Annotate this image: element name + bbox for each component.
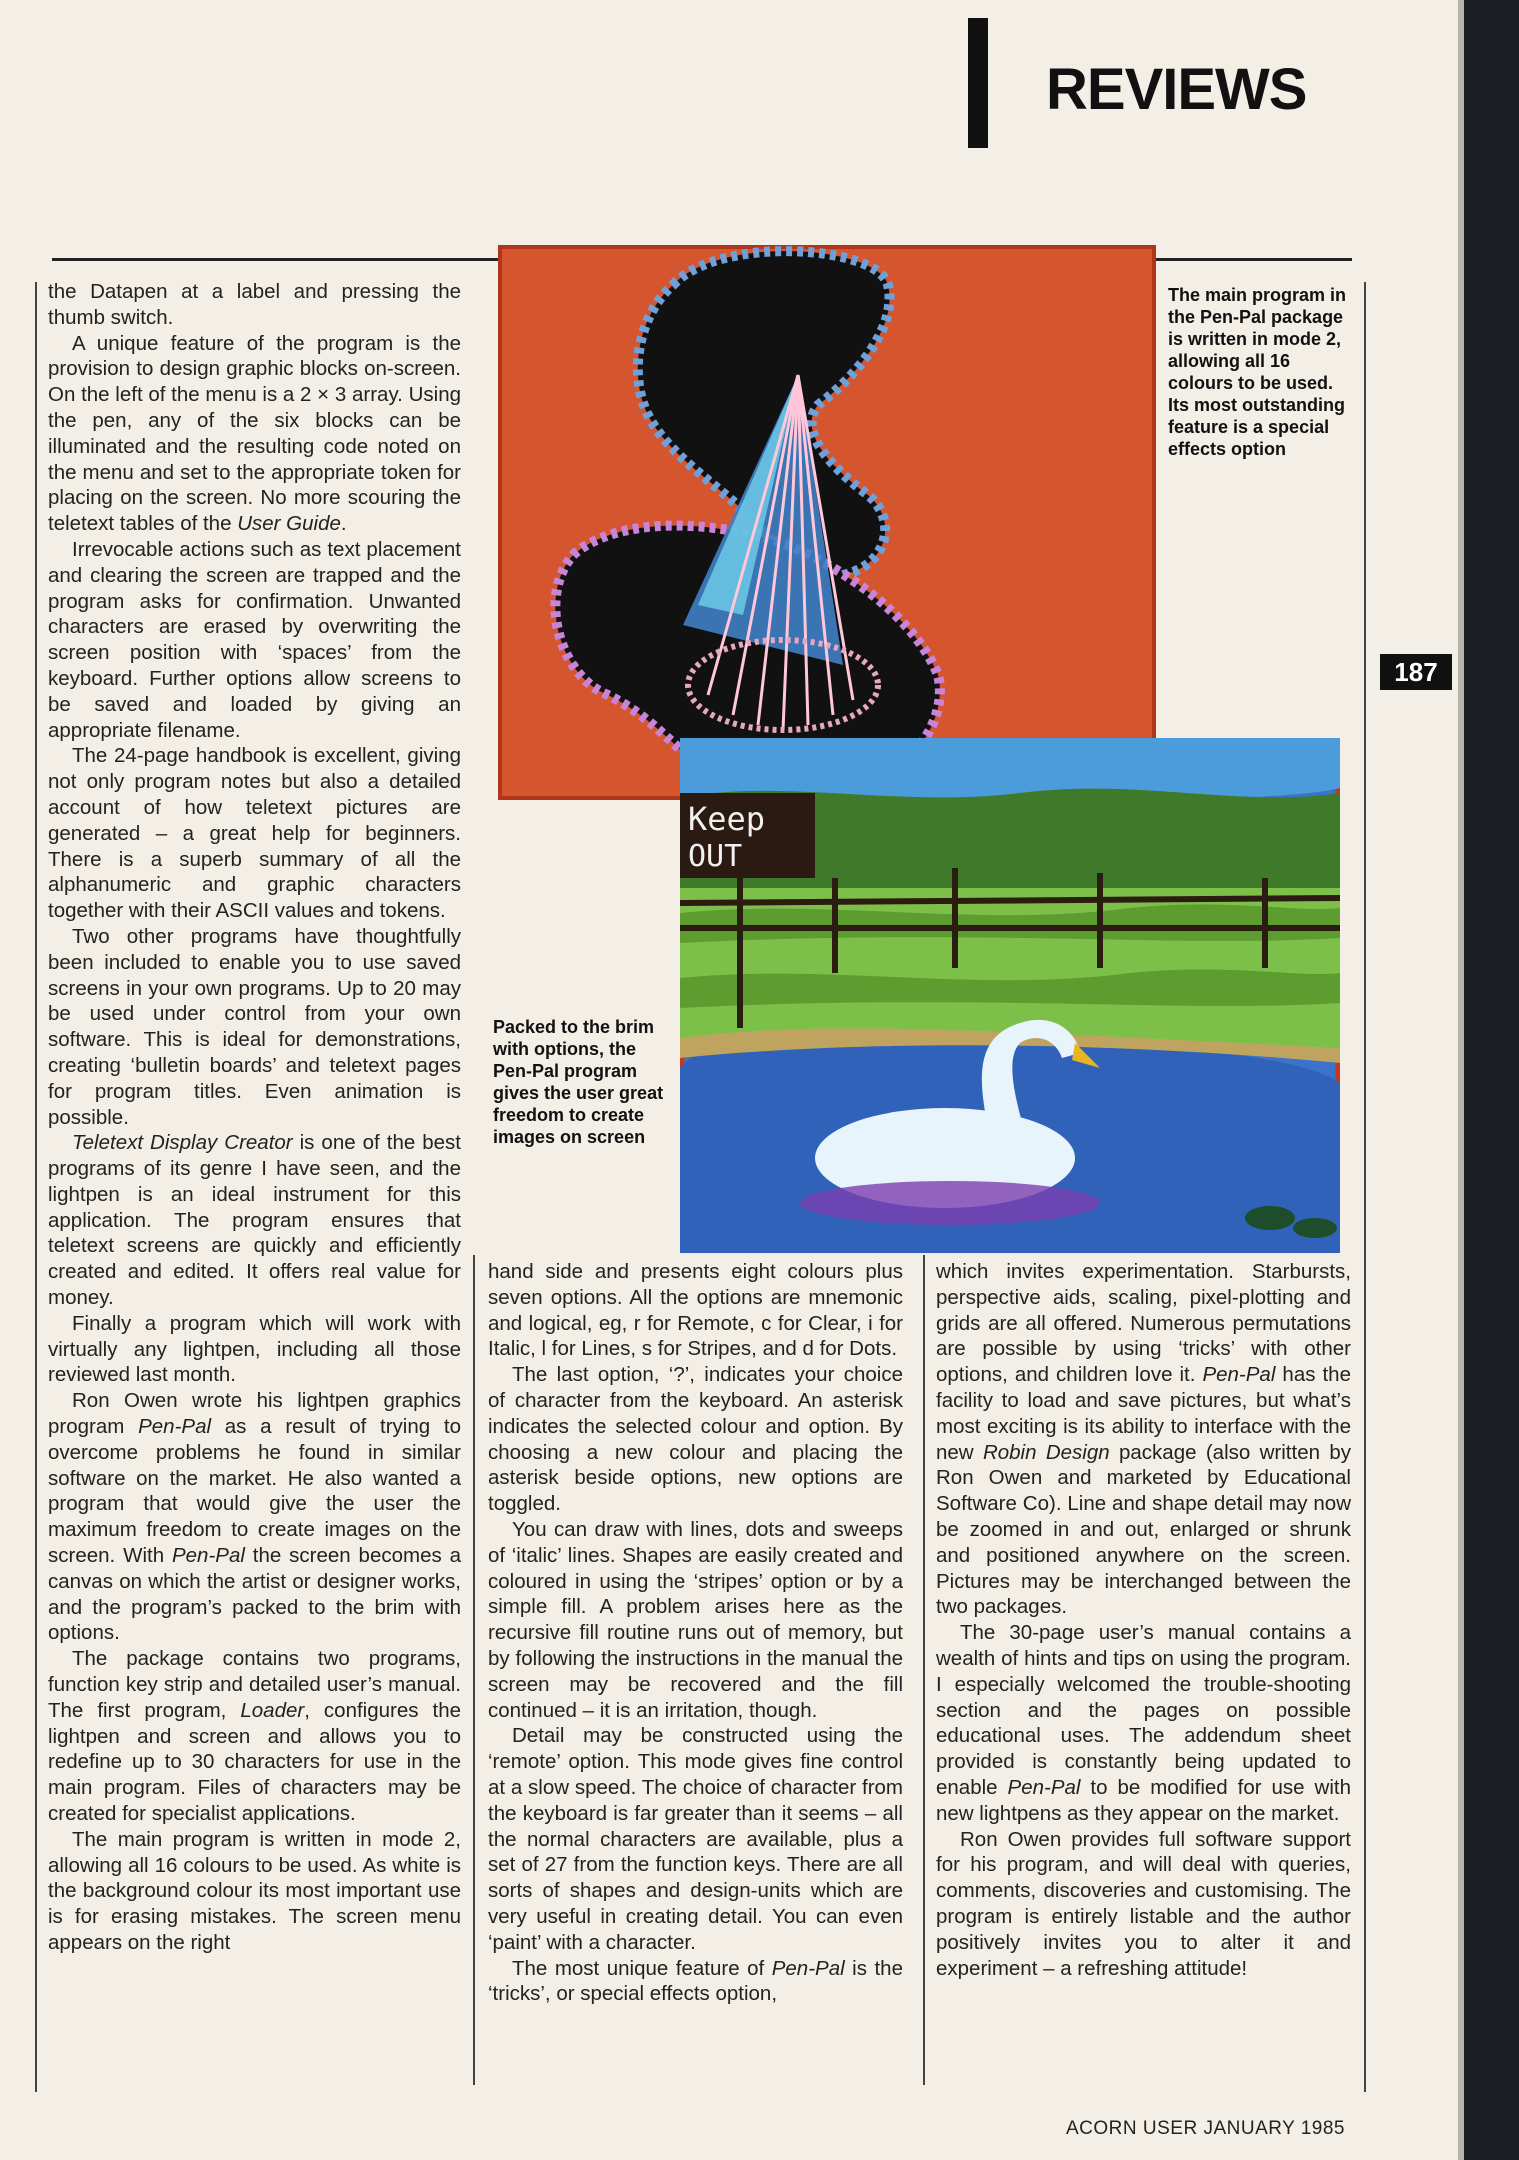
top-illustration — [498, 245, 1156, 800]
footer-issue: ACORN USER JANUARY 1985 — [1066, 2118, 1346, 2139]
paragraph: Ron Owen provides full software support for his program, and will deal with queries, comments, discoveries and customising. The program is entirely listable and the author positively invites you to alter it and experiment – a refreshing attitude! — [936, 1827, 1351, 1980]
paragraph: The last option, ‘?’, indicates your choice of character from the keyboard. An asterisk indicates the selected colour and option. By choosing a new colour and placing the asterisk beside options, new options are toggled. — [488, 1363, 903, 1516]
paragraph: The package contains two programs, function key strip and detailed user’s manual. The first program, Loader, configures the lightpen and screen and allows you to redefine up to 30 characters for use in the main program. Files of characters may be created for specialist applications. — [48, 1647, 461, 1826]
top-rule-right — [1156, 258, 1352, 261]
paragraph: The 24-page handbook is excellent, giving not only program notes but also a detailed account of how teletext pictures are generated – a great help for beginners. There is a superb summary of all the alphanumeric and graphic characters together with their ASCII values and tokens. — [48, 744, 461, 923]
paragraph: Teletext Display Creator is one of the best programs of its genre I have seen, and the lightpen is an ideal instrument for this application. The program ensures that teletext screens are quickly and efficiently created and edited. It offers real value for money. — [48, 1131, 461, 1310]
page-edge — [1458, 0, 1519, 2160]
paragraph: which invites experimentation. Starbursts, perspective aids, scaling, pixel-plotting and grids are all offered. Numerous permutations are possible by using ‘tricks’ with other options, and children love it. Pen-Pal has the facility to load and save pictures, but what’s most exciting is its ability to interface with the new Robin Design package (also written by Ron Owen and marketed by Educational Software Co). Line and shape detail may now be zoomed in and out, enlarged or shrunk and positioned anywhere on the screen. Pictures may be interchanged between the two packages. — [936, 1260, 1351, 1619]
paragraph: Irrevocable actions such as text placement and clearing the screen are trapped and the program asks for confirmation. Unwanted characters are erased by overwriting the screen position with ‘spaces’ from the keyboard. Further options allow screens to be saved and loaded by giving an appropriate filename. — [48, 537, 461, 742]
paragraph: Finally a program which will work with virtually any lightpen, including all those reviewed last month. — [48, 1311, 461, 1387]
column-3 — [936, 1259, 1351, 1981]
paragraph: The main program is written in mode 2, allowing all 16 colours to be used. As white is the background colour its most important use is for erasing mistakes. The screen menu appears on the right — [48, 1827, 461, 1954]
header-bar — [968, 18, 988, 148]
paragraph: You can draw with lines, dots and sweeps of ‘italic’ lines. Shapes are easily created and coloured in using the ‘stripes’ option or by a simple fill. A problem arises here as the recursive fill routine runs out of memory, but by following the instructions in the manual the screen may be recovered and the fill continued – it is an irritation, though. — [488, 1517, 903, 1722]
column-2 — [488, 1259, 903, 2007]
svg-text:Keep: Keep — [688, 800, 766, 838]
top-rule-left — [52, 258, 498, 261]
column-rule-1 — [35, 282, 37, 2092]
paragraph: A unique feature of the program is the provision to design graphic blocks on-screen. On the left of the menu is a 2 × 3 array. Using the pen, any of the six blocks can be illuminated and the resulting code noted on the menu and set to the appropriate token for placing on the screen. No more scouring the teletext tables of the User Guide. — [48, 331, 461, 536]
caption-top-right: The main program in the Pen-Pal package is written in mode 2, allowing all 16 colours to be used. Its most outstanding feature is a special effects option — [1168, 285, 1347, 459]
column-rule-4 — [1364, 282, 1366, 2092]
bottom-illustration — [680, 738, 1340, 1253]
paragraph: Detail may be constructed using the ‘remote’ option. This mode gives fine control at a slow speed. The choice of character from the keyboard is far greater than it seems – all the normal characters are available, plus a set of 27 from the function keys. There are all sorts of shapes and design-units which are very useful in creating detail. You can even ‘paint’ with a character. — [488, 1724, 903, 1954]
paragraph: The 30-page user’s manual contains a wealth of hints and tips on using the program. I especially welcomed the trouble-shooting section and the pages on possible educational uses. The addendum sheet provided is constantly being updated to enable Pen-Pal to be modified for use with new lightpens as they appear on the market. — [936, 1621, 1351, 1825]
section-title: REVIEWS — [1046, 57, 1307, 122]
paragraph: Ron Owen wrote his lightpen graphics program Pen-Pal as a result of trying to overcome problems he found in similar software on the market. He also wanted a program that would give the user the maximum freedom to create images on the screen. With Pen-Pal the screen becomes a canvas on which the artist or designer works, and the program’s packed to the brim with options. — [48, 1389, 462, 1645]
svg-text:OUT: OUT — [688, 839, 743, 874]
paragraph: the Datapen at a label and pressing the thumb switch. — [48, 280, 461, 329]
column-rule-3 — [923, 1255, 925, 2085]
caption-middle-left: Packed to the brim with options, the Pen-Pal program gives the user great freedom to create images on screen — [493, 1017, 664, 1147]
paragraph: hand side and presents eight colours plus seven options. All the options are mnemonic and logical, eg, r for Remote, c for Clear, i for Italic, l for Lines, s for Stripes, and d for Dots. — [488, 1260, 903, 1361]
paragraph: The most unique feature of Pen-Pal is the ‘tricks’, or special effects option, — [488, 1956, 903, 2006]
column-rule-2 — [473, 1255, 475, 2085]
column-1 — [48, 279, 461, 1956]
paragraph: Two other programs have thoughtfully been included to enable you to use saved screens in your own programs. Up to 20 may be used under control from your own software. This is ideal for demonstrations, creating ‘bulletin boards’ and teletext pages for program titles. Even animation is possible. — [48, 924, 461, 1129]
page-number: 187 — [1380, 654, 1452, 690]
